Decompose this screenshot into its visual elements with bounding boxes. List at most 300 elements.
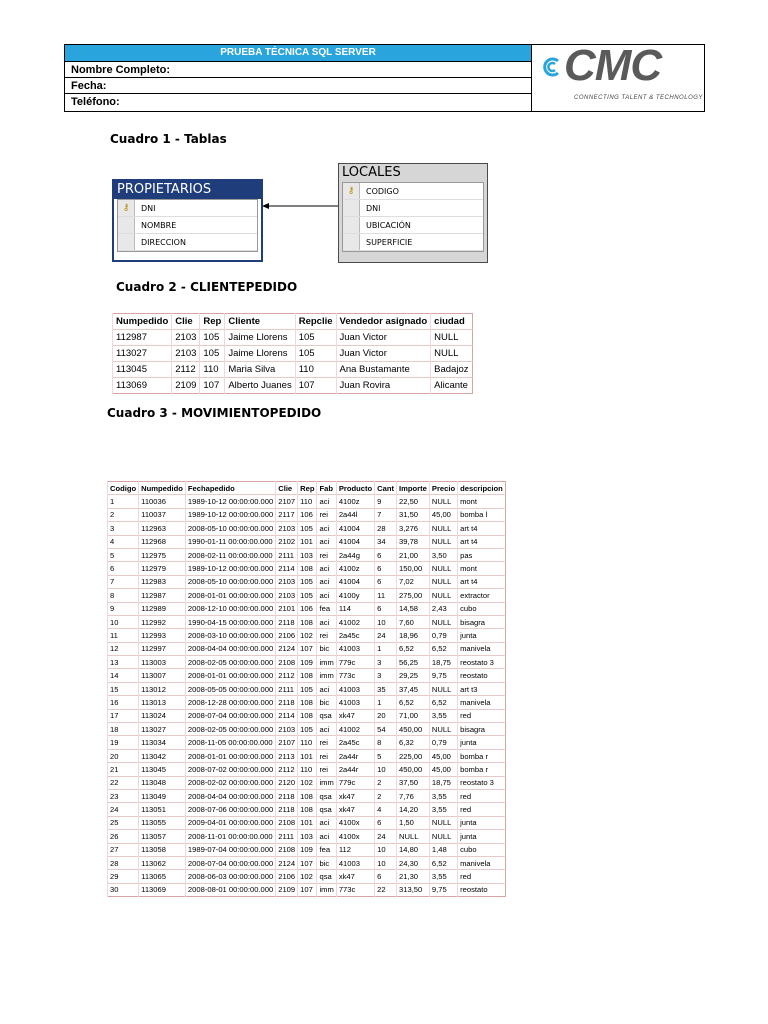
table-cell: 107 <box>298 642 317 655</box>
table-cell: 6 <box>375 602 397 615</box>
table-cell: 113048 <box>139 776 186 789</box>
table-cell: 18,96 <box>397 629 430 642</box>
column-header: Cant <box>375 482 397 495</box>
logo-swirl-icon <box>540 55 564 79</box>
table-cell: 27 <box>108 843 139 856</box>
table-row <box>108 816 506 829</box>
table-cell: 12 <box>108 642 139 655</box>
table-row <box>108 535 506 548</box>
table-cell: 35 <box>375 682 397 695</box>
table-cell: 110 <box>298 736 317 749</box>
field-marker <box>118 234 135 250</box>
table-cell: 9,75 <box>429 669 457 682</box>
table-cell: 4100y <box>336 589 374 602</box>
table-cell: 0,79 <box>429 629 457 642</box>
table-cell: 108 <box>298 696 317 709</box>
table-cell: 20 <box>108 749 139 762</box>
table-cell: 2a44l <box>336 508 374 521</box>
table-cell: 113003 <box>139 656 186 669</box>
table-cell: NULL <box>429 575 457 588</box>
table-cell: 22 <box>375 883 397 896</box>
table-cell: 1990-04-15 00:00:00.000 <box>185 615 275 628</box>
table-cell: 18,75 <box>429 776 457 789</box>
table-row <box>108 629 506 642</box>
table-cell: 2103 <box>276 522 298 535</box>
table-cell: 113045 <box>113 362 172 378</box>
table-cell: 113034 <box>139 736 186 749</box>
field-marker <box>343 200 360 216</box>
table-row <box>108 776 506 789</box>
table-cell: 105 <box>298 522 317 535</box>
table-cell: 103 <box>298 548 317 561</box>
table-cell: 14,58 <box>397 602 430 615</box>
full-name-field: Nombre Completo: <box>65 62 531 78</box>
table-cell: 6 <box>375 816 397 829</box>
table-cell: 2118 <box>276 615 298 628</box>
column-header: Precio <box>429 482 457 495</box>
table-cell: qsa <box>317 870 336 883</box>
table-cell: 2008-01-01 00:00:00.000 <box>185 589 275 602</box>
table-cell: xk47 <box>336 870 374 883</box>
table-cell: 18,75 <box>429 656 457 669</box>
table-cell: 2109 <box>276 883 298 896</box>
field-name: UBICACIÓN <box>366 220 411 230</box>
table-cell: NULL <box>429 816 457 829</box>
table-cell: 110 <box>298 763 317 776</box>
table-cell: reostato 3 <box>458 656 506 669</box>
table-cell: 2008-11-05 00:00:00.000 <box>185 736 275 749</box>
table-cell: imm <box>317 669 336 682</box>
table-cell: bisagra <box>458 615 506 628</box>
document-header <box>64 41 705 112</box>
table-cell: 9,75 <box>429 883 457 896</box>
table-cell: 10 <box>375 615 397 628</box>
table-cell: 109 <box>298 843 317 856</box>
table-cell: 112987 <box>139 589 186 602</box>
table-cell: 10 <box>375 856 397 869</box>
table-cell: 8 <box>108 589 139 602</box>
table-cell: 21 <box>108 763 139 776</box>
table-cell: Juan Rovira <box>336 378 431 394</box>
table-row <box>113 362 473 378</box>
table-cell: 37,50 <box>397 776 430 789</box>
table-cell: 110 <box>200 362 225 378</box>
table-cell: manivela <box>458 696 506 709</box>
table-cell: Ana Bustamante <box>336 362 431 378</box>
table-cell: aci <box>317 535 336 548</box>
table-cell: Maria Silva <box>225 362 295 378</box>
table-cell: 4 <box>375 803 397 816</box>
table-cell: 16 <box>108 696 139 709</box>
table-cell: 107 <box>298 856 317 869</box>
table-cell: Alberto Juanes <box>225 378 295 394</box>
table-cell: 11 <box>375 589 397 602</box>
table-cell: 6 <box>375 548 397 561</box>
table-cell: imm <box>317 883 336 896</box>
table-cell: art t4 <box>458 522 506 535</box>
table-cell: 3,276 <box>397 522 430 535</box>
table-cell: 2a44r <box>336 763 374 776</box>
table-cell: 112983 <box>139 575 186 588</box>
logo-tagline: CONNECTING TALENT & TECHNOLOGY <box>574 95 703 101</box>
cuadro3-caption: Cuadro 3 - MOVIMIENTOPEDIDO <box>107 406 322 420</box>
table-cell: 2,43 <box>429 602 457 615</box>
locales-fields <box>342 182 484 252</box>
table-cell: 113062 <box>139 856 186 869</box>
table-cell: 41003 <box>336 856 374 869</box>
table-cell: 7 <box>108 575 139 588</box>
table-cell: xk47 <box>336 789 374 802</box>
table-cell: 2124 <box>276 856 298 869</box>
table-cell: 773c <box>336 669 374 682</box>
table-cell: 2009-04-01 00:00:00.000 <box>185 816 275 829</box>
table-cell: 102 <box>298 776 317 789</box>
table-cell: aci <box>317 682 336 695</box>
table-cell: red <box>458 803 506 816</box>
column-header: Vendedor asignado <box>336 314 431 330</box>
table-cell: NULL <box>397 830 430 843</box>
table-cell: 2111 <box>276 682 298 695</box>
table-row <box>108 508 506 521</box>
table-row <box>108 562 506 575</box>
table-cell: 2118 <box>276 789 298 802</box>
table-cell: 2114 <box>276 562 298 575</box>
table-cell: 2008-12-28 00:00:00.000 <box>185 696 275 709</box>
table-cell: 101 <box>298 535 317 548</box>
table-cell: rei <box>317 508 336 521</box>
table-cell: 10 <box>375 763 397 776</box>
table-cell: 2108 <box>276 816 298 829</box>
table-row <box>113 330 473 346</box>
table-cell: 113057 <box>139 830 186 843</box>
table-cell: rei <box>317 763 336 776</box>
document-title: PRUEBA TÉCNICA SQL SERVER <box>65 45 531 62</box>
table-row <box>108 736 506 749</box>
table-cell: aci <box>317 495 336 508</box>
table-cell: 6,52 <box>429 642 457 655</box>
field-row <box>343 200 483 217</box>
table-cell: 113027 <box>113 346 172 362</box>
field-name: CODIGO <box>366 186 399 196</box>
table-cell: 9 <box>375 495 397 508</box>
table-cell: 105 <box>298 575 317 588</box>
table-cell: 2101 <box>276 602 298 615</box>
table-cell: xk47 <box>336 709 374 722</box>
header-form <box>65 45 531 111</box>
table-row <box>108 682 506 695</box>
table-cell: 105 <box>295 330 336 346</box>
table-cell: 4100z <box>336 495 374 508</box>
table-cell: 2103 <box>172 330 200 346</box>
table-cell: 2107 <box>276 495 298 508</box>
table-cell: 2120 <box>276 776 298 789</box>
table-cell: red <box>458 789 506 802</box>
field-marker <box>118 217 135 233</box>
table-cell: 112993 <box>139 629 186 642</box>
table-cell: red <box>458 870 506 883</box>
table-cell: 30 <box>108 883 139 896</box>
table-cell: 41002 <box>336 615 374 628</box>
field-row <box>343 183 483 200</box>
table-row <box>108 856 506 869</box>
table-cell: 102 <box>298 870 317 883</box>
table-row <box>108 883 506 896</box>
table-cell: qsa <box>317 789 336 802</box>
table-cell: 1 <box>108 495 139 508</box>
table-cell: 41003 <box>336 682 374 695</box>
table-cell: bomba r <box>458 763 506 776</box>
logo-wordmark: CMC <box>564 41 662 90</box>
table-cell: 2108 <box>276 656 298 669</box>
table-cell: rei <box>317 736 336 749</box>
table-cell: 108 <box>298 562 317 575</box>
table-cell: NULL <box>431 346 472 362</box>
movimientopedido-table <box>107 481 506 897</box>
table-cell: 6,52 <box>397 642 430 655</box>
table-cell: NULL <box>429 830 457 843</box>
table-cell: 29,25 <box>397 669 430 682</box>
cuadro2-caption: Cuadro 2 - CLIENTEPEDIDO <box>116 280 298 294</box>
table-cell: 2008-06-03 00:00:00.000 <box>185 870 275 883</box>
table-cell: 31,50 <box>397 508 430 521</box>
table-cell: reostato <box>458 669 506 682</box>
table-cell: 113055 <box>139 816 186 829</box>
table-cell: 112963 <box>139 522 186 535</box>
table-cell: 1989-10-12 00:00:00.000 <box>185 508 275 521</box>
table-cell: 45,00 <box>429 749 457 762</box>
table-cell: art t4 <box>458 535 506 548</box>
table-cell: 113024 <box>139 709 186 722</box>
table-cell: 22 <box>108 776 139 789</box>
table-cell: 14 <box>108 669 139 682</box>
table-row <box>108 803 506 816</box>
table-cell: NULL <box>431 330 472 346</box>
clientepedido-table <box>112 313 473 394</box>
table-cell: 28 <box>108 856 139 869</box>
field-row <box>343 217 483 234</box>
table-cell: 3 <box>108 522 139 535</box>
date-field: Fecha: <box>65 78 531 94</box>
table-cell: 4100x <box>336 830 374 843</box>
field-name: DIRECCION <box>141 237 186 247</box>
table-cell: 105 <box>200 330 225 346</box>
table-cell: 110036 <box>139 495 186 508</box>
table-cell: imm <box>317 776 336 789</box>
table-cell: 2008-07-06 00:00:00.000 <box>185 803 275 816</box>
table-row <box>108 696 506 709</box>
table-cell: Juan Victor <box>336 330 431 346</box>
table-cell: 6,52 <box>429 856 457 869</box>
table-cell: NULL <box>429 615 457 628</box>
table-cell: 56,25 <box>397 656 430 669</box>
table-row <box>108 522 506 535</box>
table-cell: 17 <box>108 709 139 722</box>
table-row <box>108 843 506 856</box>
table-cell: 6,52 <box>429 696 457 709</box>
table-cell: 2103 <box>172 346 200 362</box>
table-header-row <box>113 314 473 330</box>
table-cell: 2107 <box>276 736 298 749</box>
table-cell: junta <box>458 629 506 642</box>
table-cell: 29 <box>108 870 139 883</box>
table-cell: 41004 <box>336 535 374 548</box>
table-cell: 4 <box>108 535 139 548</box>
table-cell: 34 <box>375 535 397 548</box>
table-cell: 112997 <box>139 642 186 655</box>
field-row <box>118 217 257 234</box>
table-cell: 2008-04-04 00:00:00.000 <box>185 789 275 802</box>
table-cell: 112975 <box>139 548 186 561</box>
table-cell: 24 <box>375 830 397 843</box>
table-cell: junta <box>458 736 506 749</box>
table-cell: 23 <box>108 789 139 802</box>
table-cell: 1989-10-12 00:00:00.000 <box>185 562 275 575</box>
table-cell: 18 <box>108 723 139 736</box>
table-cell: aci <box>317 522 336 535</box>
phone-field: Teléfono: <box>71 96 120 108</box>
table-cell: 41003 <box>336 642 374 655</box>
table-cell: 22,50 <box>397 495 430 508</box>
table-cell: rei <box>317 548 336 561</box>
table-cell: 39,78 <box>397 535 430 548</box>
table-cell: 37,45 <box>397 682 430 695</box>
table-cell: 112992 <box>139 615 186 628</box>
field-row <box>118 234 257 251</box>
table-cell: 102 <box>298 629 317 642</box>
table-cell: bisagra <box>458 723 506 736</box>
table-cell: 2008-02-05 00:00:00.000 <box>185 723 275 736</box>
column-header: ciudad <box>431 314 472 330</box>
table-cell: 2106 <box>276 870 298 883</box>
table-cell: 1,48 <box>429 843 457 856</box>
table-cell: 10 <box>108 615 139 628</box>
table-cell: 2008-05-05 00:00:00.000 <box>185 682 275 695</box>
locales-table-diagram <box>338 163 488 263</box>
table-cell: 113069 <box>139 883 186 896</box>
column-header: Clie <box>276 482 298 495</box>
table-cell: 110 <box>295 362 336 378</box>
table-cell: 2a44g <box>336 548 374 561</box>
table-cell: Jaime Llorens <box>225 330 295 346</box>
table-cell: 2008-03-10 00:00:00.000 <box>185 629 275 642</box>
table-cell: 2008-05-10 00:00:00.000 <box>185 522 275 535</box>
table-cell: 101 <box>298 749 317 762</box>
table-cell: 13 <box>108 656 139 669</box>
table-cell: 2008-04-04 00:00:00.000 <box>185 642 275 655</box>
field-name: SUPERFICIE <box>366 237 413 247</box>
table-cell: 2008-07-02 00:00:00.000 <box>185 763 275 776</box>
column-header: Importe <box>397 482 430 495</box>
table-cell: rei <box>317 629 336 642</box>
table-cell: 2a45c <box>336 629 374 642</box>
table-cell: 21,00 <box>397 548 430 561</box>
table-cell: NULL <box>429 522 457 535</box>
field-name: DNI <box>141 203 156 213</box>
table-cell: NULL <box>429 589 457 602</box>
table-cell: qsa <box>317 709 336 722</box>
table-cell: 9 <box>108 602 139 615</box>
table-cell: 15 <box>108 682 139 695</box>
table-cell: 3 <box>375 669 397 682</box>
column-header: Clie <box>172 314 200 330</box>
table-cell: 150,00 <box>397 562 430 575</box>
propietarios-table-diagram <box>112 179 263 262</box>
table-cell: 2111 <box>276 548 298 561</box>
table-cell: 20 <box>375 709 397 722</box>
table-cell: 110037 <box>139 508 186 521</box>
table-cell: 2103 <box>276 723 298 736</box>
table-cell: 112989 <box>139 602 186 615</box>
table-cell: 21,30 <box>397 870 430 883</box>
table-row <box>108 789 506 802</box>
propietarios-title: PROPIETARIOS <box>114 181 261 199</box>
table-cell: 14,80 <box>397 843 430 856</box>
table-cell: 113065 <box>139 870 186 883</box>
table-cell: 25 <box>108 816 139 829</box>
table-cell: 1,50 <box>397 816 430 829</box>
table-cell: 2109 <box>172 378 200 394</box>
table-cell: bic <box>317 642 336 655</box>
table-cell: 1990-01-11 00:00:00.000 <box>185 535 275 548</box>
table-cell: 450,00 <box>397 763 430 776</box>
table-cell: 113051 <box>139 803 186 816</box>
table-cell: bomba r <box>458 749 506 762</box>
table-cell: 6,52 <box>397 696 430 709</box>
table-cell: 3,50 <box>429 548 457 561</box>
propietarios-fields <box>117 199 258 252</box>
table-cell: NULL <box>429 723 457 736</box>
table-cell: 113012 <box>139 682 186 695</box>
table-cell: junta <box>458 830 506 843</box>
table-cell: aci <box>317 562 336 575</box>
table-cell: 773c <box>336 883 374 896</box>
table-cell: 45,00 <box>429 508 457 521</box>
column-header: Cliente <box>225 314 295 330</box>
field-marker <box>343 234 360 250</box>
table-cell: bic <box>317 696 336 709</box>
table-row <box>108 749 506 762</box>
table-row <box>108 602 506 615</box>
table-cell: 112968 <box>139 535 186 548</box>
table-cell: 112987 <box>113 330 172 346</box>
table-cell: 28 <box>375 522 397 535</box>
table-row <box>108 723 506 736</box>
table-header-row <box>108 482 506 495</box>
table-cell: 45,00 <box>429 763 457 776</box>
table-cell: 108 <box>298 789 317 802</box>
table-cell: 108 <box>298 709 317 722</box>
table-cell: 110 <box>298 495 317 508</box>
table-cell: 2 <box>375 776 397 789</box>
field-marker <box>343 217 360 233</box>
table-cell: junta <box>458 816 506 829</box>
table-cell: 2008-01-01 00:00:00.000 <box>185 669 275 682</box>
table-cell: NULL <box>429 562 457 575</box>
table-cell: 2114 <box>276 709 298 722</box>
table-cell: 41004 <box>336 522 374 535</box>
table-cell: qsa <box>317 803 336 816</box>
table-cell: 1989-10-12 00:00:00.000 <box>185 495 275 508</box>
table-cell: manivela <box>458 642 506 655</box>
table-cell: 24,30 <box>397 856 430 869</box>
table-cell: 7,60 <box>397 615 430 628</box>
table-cell: extractor <box>458 589 506 602</box>
table-cell: bomba l <box>458 508 506 521</box>
column-header: Numpedido <box>139 482 186 495</box>
table-cell: 112 <box>336 843 374 856</box>
table-cell: 113069 <box>113 378 172 394</box>
table-cell: 54 <box>375 723 397 736</box>
